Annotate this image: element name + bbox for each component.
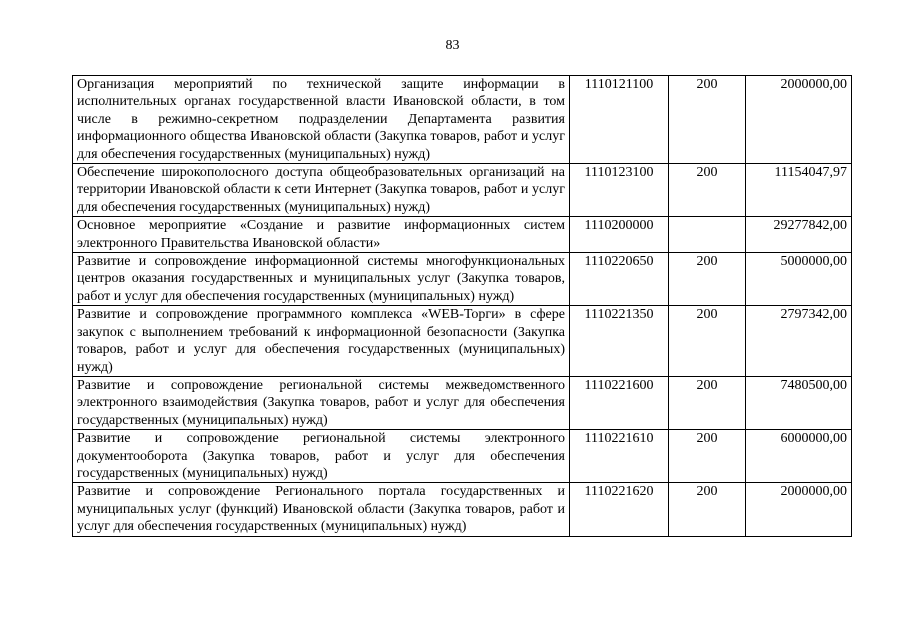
row-type: 200 xyxy=(669,376,746,429)
row-amount: 11154047,97 xyxy=(746,164,852,217)
row-name: Основное мероприятие «Создание и развитие информационных систем электронного Правительства Ивановской области» xyxy=(73,217,570,253)
budget-table xyxy=(72,75,852,537)
row-amount: 6000000,00 xyxy=(746,430,852,483)
row-amount: 2000000,00 xyxy=(746,76,852,164)
table-row xyxy=(73,164,852,217)
row-type: 200 xyxy=(669,483,746,536)
row-amount: 29277842,00 xyxy=(746,217,852,253)
row-name: Развитие и сопровождение региональной системы электронного документооборота (Закупка товаров, работ и услуг для обеспечения государственных (муниципальных) нужд) xyxy=(73,430,570,483)
row-code: 1110221620 xyxy=(570,483,669,536)
row-name: Обеспечение широкополосного доступа общеобразовательных организаций на территории Ивановской области к сети Интернет (Закупка товаров, работ и услуг для обеспечения государственных (муниципальных) нужд) xyxy=(73,164,570,217)
row-type: 200 xyxy=(669,164,746,217)
table-row xyxy=(73,306,852,377)
row-code: 1110200000 xyxy=(570,217,669,253)
row-type xyxy=(669,217,746,253)
row-code: 1110221600 xyxy=(570,376,669,429)
row-name: Развитие и сопровождение Регионального портала государственных и муниципальных услуг (функций) Ивановской области (Закупка товаров, работ и услуг для обеспечения государственных (муниципальных) нужд) xyxy=(73,483,570,536)
row-amount: 2797342,00 xyxy=(746,306,852,377)
row-type: 200 xyxy=(669,430,746,483)
table-row xyxy=(73,430,852,483)
table-row xyxy=(73,253,852,306)
table-row xyxy=(73,217,852,253)
row-code: 1110123100 xyxy=(570,164,669,217)
row-code: 1110121100 xyxy=(570,76,669,164)
row-name: Развитие и сопровождение информационной системы многофункциональных центров оказания государственных и муниципальных услуг (Закупка товаров, работ и услуг для обеспечения государственных (муниципальных) нужд) xyxy=(73,253,570,306)
page-number: 83 xyxy=(445,38,460,53)
row-name: Развитие и сопровождение программного комплекса «WEB-Торги» в сфере закупок с выполнением требований к информационной безопасности (Закупка товаров, работ и услуг для обеспечения государственных (муниципальных) нужд) xyxy=(73,306,570,377)
row-name: Развитие и сопровождение региональной системы межведомственного электронного взаимодействия (Закупка товаров, работ и услуг для обеспечения государственных (муниципальных) нужд) xyxy=(73,376,570,429)
table-row xyxy=(73,76,852,164)
row-type: 200 xyxy=(669,76,746,164)
table-row xyxy=(73,376,852,429)
row-code: 1110221610 xyxy=(570,430,669,483)
row-amount: 7480500,00 xyxy=(746,376,852,429)
row-name: Организация мероприятий по технической защите информации в исполнительных органах государственной власти Ивановской области, в том числе в режимно-секретном подразделении Департамента развития информационного общества Ивановской области (Закупка товаров, работ и услуг для обеспечения государственных (муниципальных) нужд) xyxy=(73,76,570,164)
row-type: 200 xyxy=(669,306,746,377)
row-code: 1110221350 xyxy=(570,306,669,377)
row-amount: 5000000,00 xyxy=(746,253,852,306)
row-type: 200 xyxy=(669,253,746,306)
row-code: 1110220650 xyxy=(570,253,669,306)
row-amount: 2000000,00 xyxy=(746,483,852,536)
table-row xyxy=(73,483,852,536)
